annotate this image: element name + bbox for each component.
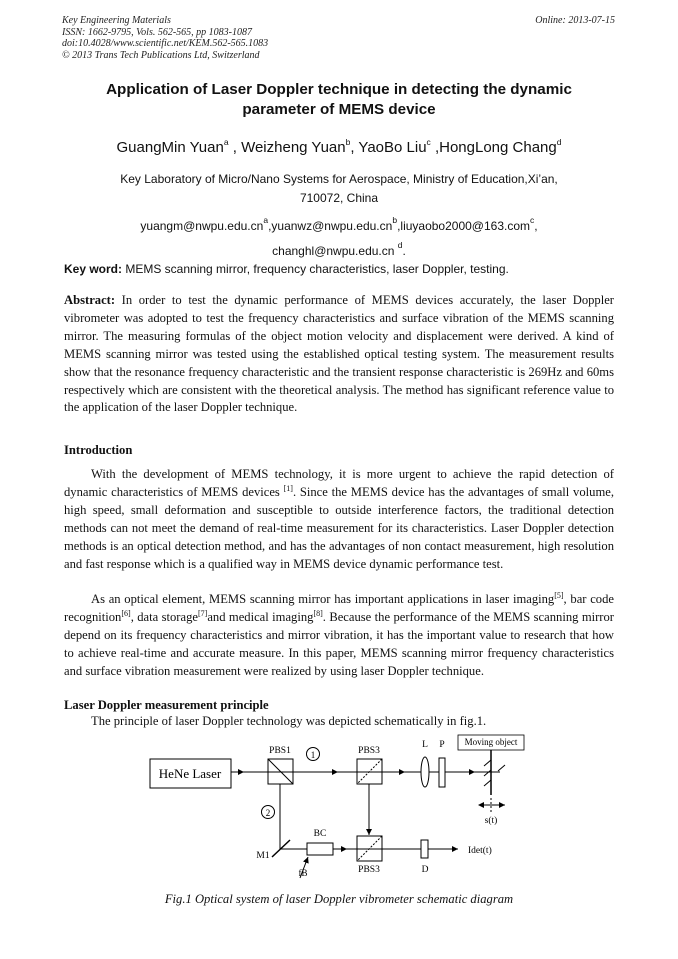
title-line-2: parameter of MEMS device [242, 101, 436, 118]
email-end: . [402, 243, 406, 258]
intro-p2-text: , bar code recognition [64, 592, 614, 624]
figure-caption: Fig.1 Optical system of laser Doppler vibrometer schematic diagram [164, 892, 514, 906]
issn-line: ISSN: 1662-9795, Vols. 562-565, pp 1083-1087 [62, 26, 252, 38]
citation[interactable]: [5] [554, 591, 564, 600]
affiliation [80, 170, 598, 207]
email-sup: c [530, 215, 535, 225]
email-link[interactable]: yuangm@nwpu.edu.cn [140, 219, 264, 233]
doi-line[interactable]: doi:10.4028/www.scientific.net/KEM.562-565.1083 [62, 38, 269, 49]
paper-title [60, 80, 618, 120]
hene-laser-label: HeNe Laser [158, 766, 222, 781]
principle-paragraph: The principle of laser Doppler technology was depicted schematically in fig.1. [91, 714, 487, 728]
citation[interactable]: [6] [121, 608, 131, 618]
pbs3-top-label: PBS3 [358, 746, 380, 756]
section-heading-principle: Laser Doppler measurement principle [64, 698, 269, 712]
intro-paragraph-2 [64, 591, 614, 681]
mirror-m1-label: M1 [256, 851, 270, 861]
abstract [64, 292, 614, 417]
path-1-label: 1 [310, 750, 316, 760]
author-name: YaoBo Liu [358, 139, 427, 156]
intro-p2-text: As an optical element, MEMS scanning mirror has important applications in laser imaging [91, 592, 555, 606]
author-sup: b [345, 137, 351, 147]
affiliation-line-2: 710072, China [299, 190, 379, 205]
path-2-label: 2 [265, 808, 271, 818]
journal-header [62, 15, 268, 61]
mirror-hatch [484, 780, 491, 786]
intro-p2-text: . Because the performance of the MEMS scanning mirror depend on its frequency characteristics and mirror vibration, it has the important value to research that how to achieve real-time and accurate measure. In this paper, MEMS scanning mirror frequency characteristics and surface vibration measurement were realized by using laser Doppler technique. [64, 609, 614, 678]
mirror-hatch [484, 760, 491, 766]
fb-label: fB [298, 868, 308, 878]
author-list [40, 132, 638, 158]
author-name: Weizheng Yuan [241, 139, 346, 156]
polarizer-p [439, 758, 445, 787]
intro-paragraph-1 [64, 466, 614, 573]
intro-p1-text: . Since the MEMS device has the advantages of small volume, high speed, small deformation and susceptible to outside interference factors, the traditional detection methods can not meet the demand of real-time measurement for its characteristics. Laser Doppler detection methods is an optical detection method, and has the advantages of non contact measurement, high resolution and fast response which is a qualified way in MEMS device dynamic performance test. [64, 484, 614, 571]
pbs3-bottom-label: PBS3 [358, 865, 380, 875]
moving-object-label: Moving object [464, 737, 518, 747]
bragg-cell [307, 843, 333, 855]
pbs1-label: PBS1 [269, 746, 291, 756]
author-name: GuangMin Yuan [116, 139, 224, 156]
polarizer-p-label: P [439, 740, 445, 750]
mirror-hatch [484, 770, 491, 776]
citation[interactable]: [7] [197, 608, 208, 618]
email-link[interactable]: ,yuanwz@nwpu.edu.cn [268, 219, 393, 233]
email-sup: b [392, 215, 398, 225]
mirror-hatch [498, 765, 505, 771]
affiliation-line-1: Key Laboratory of Micro/Nano Systems for Aerospace, Ministry of Education,Xi’an, [120, 172, 558, 186]
intro-p1-text: With the development of MEMS technology, it is more urgent to achieve the rapid detection of dynamic characteristics of MEMS devices [64, 467, 614, 499]
email-link[interactable]: ,liuyaobo2000@163.com [397, 219, 530, 233]
intro-p2-text: and medical imaging [207, 609, 314, 624]
email-sep: , [534, 219, 538, 233]
keywords-label: Key word: [64, 262, 123, 276]
email-sup: a [263, 215, 269, 225]
bragg-cell-label: BC [313, 829, 327, 839]
keywords-text: MEMS scanning mirror, frequency characteristics, laser Doppler, testing. [122, 262, 509, 276]
intro-p2-text: , data storage [130, 609, 198, 624]
signal-label: Idet(t) [468, 846, 492, 856]
author-emails [60, 211, 618, 260]
copyright-line: © 2013 Trans Tech Publications Ltd, Switzerland [62, 49, 260, 61]
lens-l-label: L [422, 740, 428, 750]
online-date: Online: 2013-07-15 [535, 15, 615, 26]
author-sup: d [556, 137, 562, 147]
author-sup: c [426, 137, 431, 147]
detector-d [421, 840, 428, 858]
author-sep: , [350, 139, 359, 156]
abstract-text: In order to test the dynamic performance of MEMS devices accurately, the laser Doppler vibrometer was adopted to test the frequency characteristics and surface vibration of the MEMS scanning mirror. The measuring formulas of the object motion velocity and displacement were derived. A kind of MEMS scanning mirror was tested using the established optical testing system. The measurement results show that the resonance frequency characteristic and the transient response characteristic is 269Hz and 60ms respectively which are consistent with the theoretical analysis. The method has significant reference value to the application of the laser Doppler technique. [64, 293, 614, 415]
detector-d-label: D [421, 865, 429, 875]
title-line-1: Application of Laser Doppler technique in detecting the dynamic [106, 81, 572, 98]
journal-name: Key Engineering Materials [62, 15, 171, 26]
author-sep: , [430, 139, 440, 156]
keywords [64, 262, 620, 277]
author-sep: , [228, 139, 242, 156]
citation[interactable]: [1] [283, 483, 293, 493]
author-name: HongLong Chang [439, 139, 557, 156]
displacement-label: s(t) [484, 816, 498, 826]
citation[interactable]: [8] [313, 608, 323, 618]
abstract-label: Abstract: [64, 293, 116, 307]
lens-l [421, 757, 429, 787]
email-sup: d [397, 239, 403, 250]
laser-doppler-diagram [0, 730, 678, 890]
email-link[interactable]: changhl@nwpu.edu.cn [272, 243, 398, 258]
author-sup: a [223, 137, 229, 147]
section-heading-introduction: Introduction [64, 443, 133, 457]
